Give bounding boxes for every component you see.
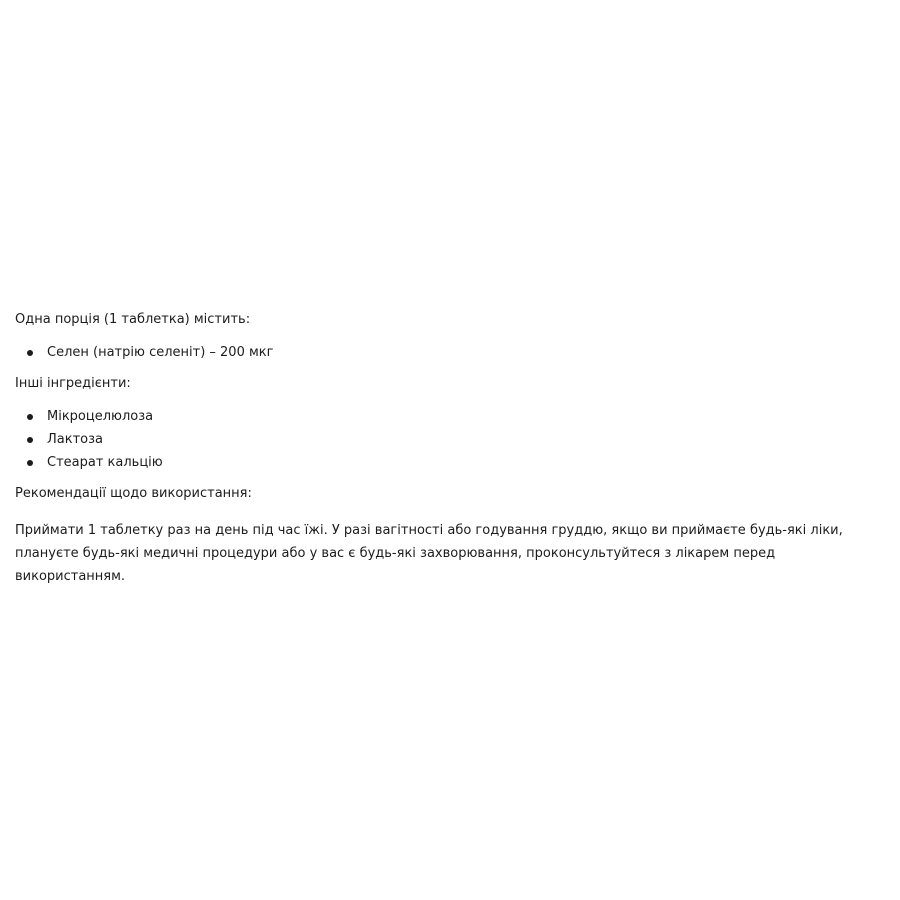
list-item-text: Стеарат кальцію xyxy=(47,455,163,470)
list-item-text: Мікроцелюлоза xyxy=(47,409,154,424)
list-item xyxy=(47,428,885,451)
usage-heading: Рекомендації щодо використання: xyxy=(15,486,252,501)
other-ingredients-heading: Інші інгредієнти: xyxy=(15,376,131,391)
serving-list xyxy=(15,341,885,364)
list-item xyxy=(47,341,885,364)
bullet-icon xyxy=(27,350,33,356)
list-item-text: Селен (натрію селеніт) – 200 мкг xyxy=(47,345,274,360)
serving-heading: Одна порція (1 таблетка) містить: xyxy=(15,312,251,327)
other-ingredients-list xyxy=(15,405,885,474)
usage-text: Приймати 1 таблетку раз на день під час їжі. У разі вагітності або годування груддю, якщо ви приймаєте будь-які ліки, плануєте будь-які медичні процедури або у вас є будь-які захворювання, проконсультуйтеся з лікарем перед використанням. xyxy=(15,523,843,584)
list-item xyxy=(47,405,885,428)
list-item xyxy=(47,451,885,474)
list-item-text: Лактоза xyxy=(47,432,103,447)
bullet-icon xyxy=(27,414,33,420)
bullet-icon xyxy=(27,460,33,466)
bullet-icon xyxy=(27,437,33,443)
product-description xyxy=(15,308,885,588)
